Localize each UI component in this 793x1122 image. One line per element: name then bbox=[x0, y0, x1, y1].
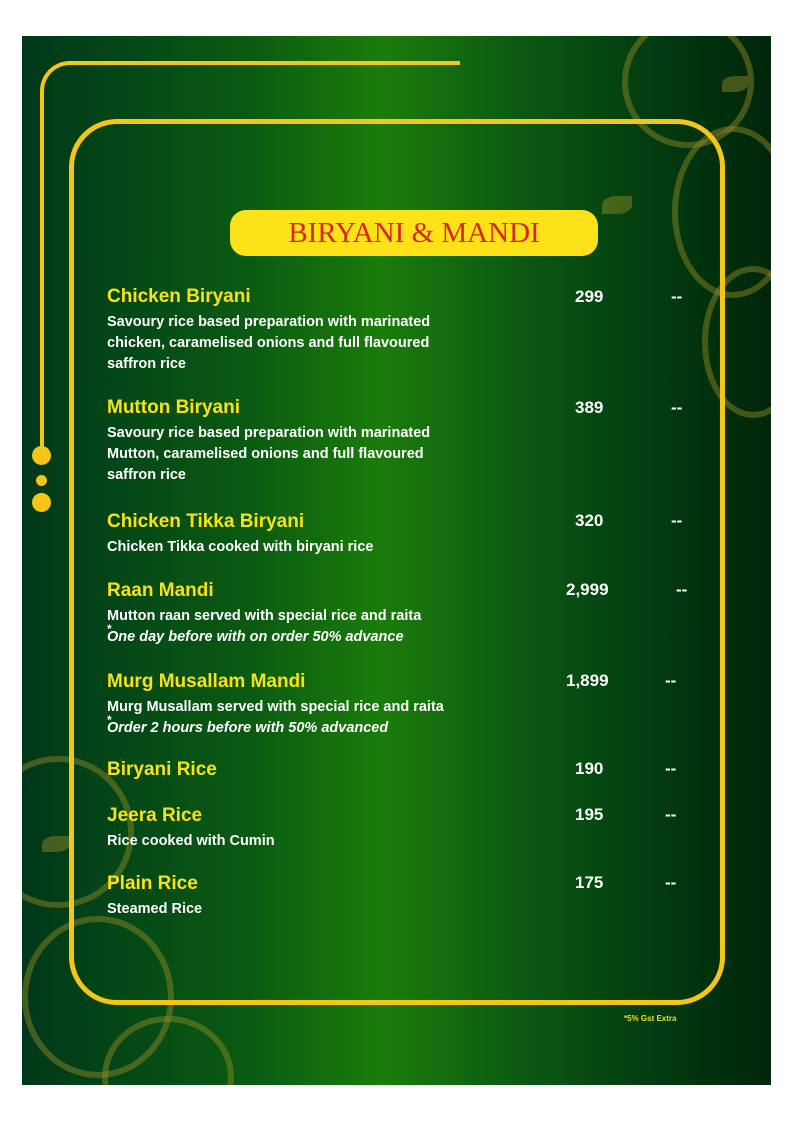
item-description bbox=[107, 312, 507, 375]
desc-line: Savoury rice based preparation with marinated bbox=[107, 314, 431, 330]
menu-item bbox=[107, 671, 507, 739]
item-note: * Order 2 hours before with 50% advanced bbox=[107, 718, 507, 739]
item-price: 2,999 bbox=[566, 580, 609, 599]
decorative-dot bbox=[36, 475, 47, 486]
item-name: Raan Mandi bbox=[107, 580, 214, 601]
item-name: Mutton Biryani bbox=[107, 397, 240, 418]
item-price-secondary: -- bbox=[665, 759, 677, 778]
item-description bbox=[107, 606, 507, 627]
desc-line: Rice cooked with Cumin bbox=[107, 833, 275, 849]
menu-item bbox=[107, 511, 507, 558]
desc-line: chicken, caramelised onions and full flavoured bbox=[107, 335, 430, 351]
decorative-dot bbox=[32, 493, 51, 512]
item-price: 195 bbox=[575, 805, 604, 824]
desc-line: Mutton raan served with special rice and raita bbox=[107, 608, 422, 624]
menu-item bbox=[107, 286, 507, 375]
item-description bbox=[107, 423, 507, 486]
menu-item bbox=[107, 805, 507, 852]
item-name: Plain Rice bbox=[107, 873, 198, 894]
desc-line: saffron rice bbox=[107, 356, 186, 372]
item-price: 175 bbox=[575, 873, 604, 892]
menu-item bbox=[107, 873, 507, 920]
item-price-secondary: -- bbox=[671, 398, 683, 417]
item-name: Chicken Tikka Biryani bbox=[107, 511, 305, 532]
item-description bbox=[107, 899, 507, 920]
section-title-banner bbox=[230, 210, 598, 256]
item-price: 299 bbox=[575, 287, 604, 306]
item-description bbox=[107, 697, 507, 718]
item-name: Biryani Rice bbox=[107, 759, 217, 780]
item-price: 1,899 bbox=[566, 671, 609, 690]
desc-line: Mutton, caramelised onions and full flavoured bbox=[107, 446, 424, 462]
menu-item bbox=[107, 580, 507, 648]
decorative-dot bbox=[32, 446, 51, 465]
item-price: 320 bbox=[575, 511, 604, 530]
menu-item bbox=[107, 397, 507, 486]
item-price-secondary: -- bbox=[665, 873, 677, 892]
desc-line: saffron rice bbox=[107, 467, 186, 483]
item-price: 389 bbox=[575, 398, 604, 417]
decorative-leaf bbox=[42, 836, 70, 852]
menu-item bbox=[107, 759, 507, 781]
item-price-secondary: -- bbox=[665, 805, 677, 824]
decorative-leaf bbox=[722, 76, 748, 92]
item-note: * One day before with on order 50% advance bbox=[107, 627, 507, 648]
item-price-secondary: -- bbox=[676, 580, 688, 599]
item-price-secondary: -- bbox=[671, 511, 683, 530]
desc-line: Chicken Tikka cooked with biryani rice bbox=[107, 539, 374, 555]
item-name: Jeera Rice bbox=[107, 805, 203, 826]
desc-line: Murg Musallam served with special rice and raita bbox=[107, 699, 444, 715]
item-price: 190 bbox=[575, 759, 604, 778]
desc-line: Savoury rice based preparation with marinated bbox=[107, 425, 431, 441]
gst-footnote: *5% Gst Extra bbox=[624, 1014, 677, 1023]
item-description bbox=[107, 831, 507, 852]
section-title: BIRYANI & MANDI bbox=[288, 216, 540, 249]
item-price-secondary: -- bbox=[665, 671, 677, 690]
item-name: Chicken Biryani bbox=[107, 286, 251, 307]
item-price-secondary: -- bbox=[671, 287, 683, 306]
item-name: Murg Musallam Mandi bbox=[107, 671, 306, 692]
desc-line: Steamed Rice bbox=[107, 901, 203, 917]
item-description bbox=[107, 537, 507, 558]
